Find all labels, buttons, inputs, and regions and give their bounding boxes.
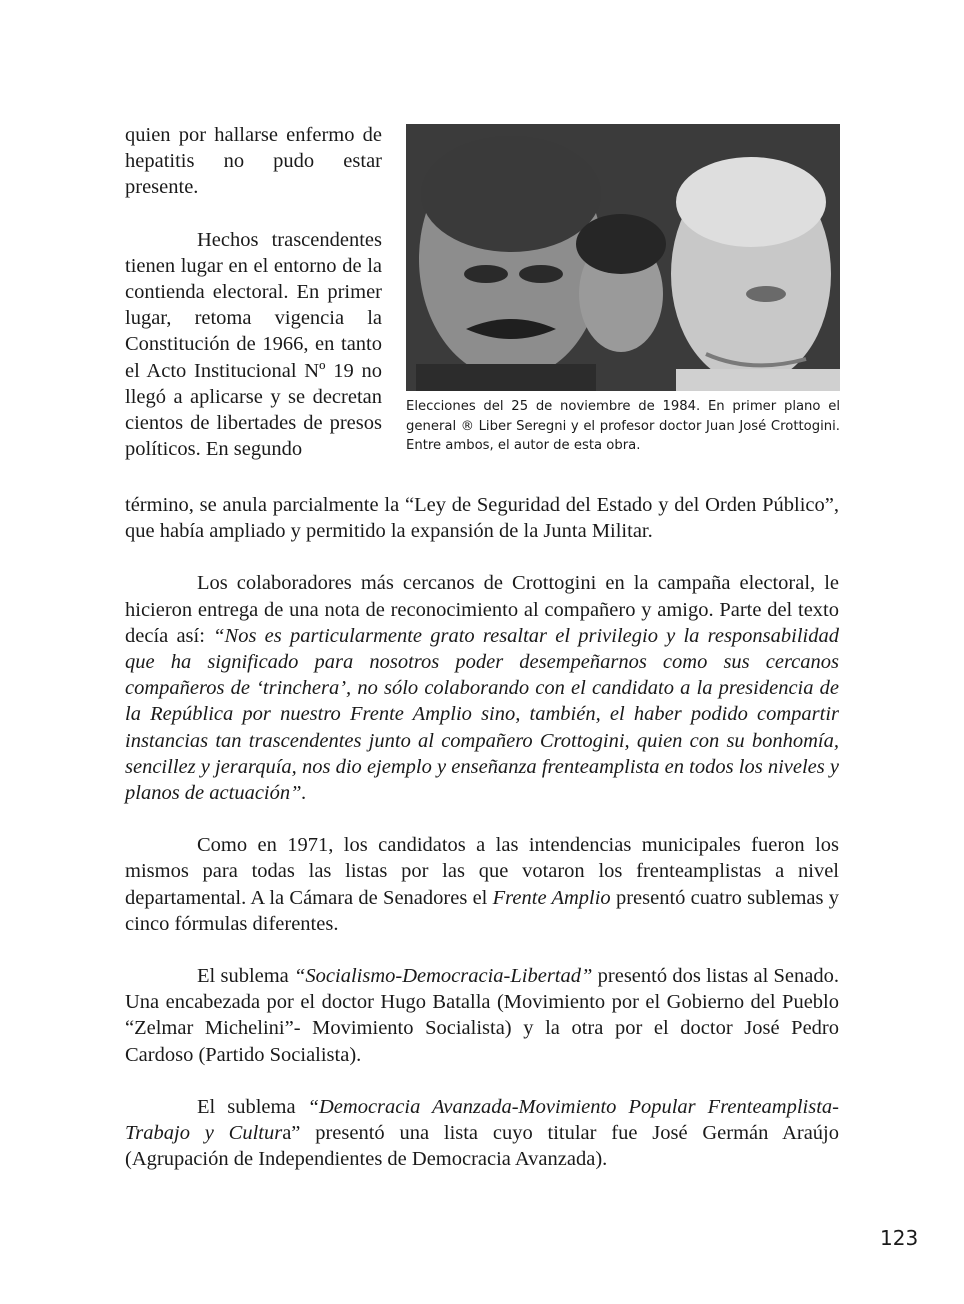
- paragraph-2-continued: término, se anula parcialmente la “Ley de Seguridad del Estado y del Orden Público”, que había ampliado y permitido la expansión de la Junta Militar.: [125, 494, 839, 543]
- paragraph-5-text: El sublema: [197, 965, 295, 988]
- paragraph-4: [125, 832, 839, 937]
- paragraph-6-end: a” presentó una lista cuyo titular fue José Germán Araújo (Agrupación de Independientes de Democracia Avanzada).: [125, 1122, 839, 1171]
- paragraph-6-text: El sublema: [197, 1095, 308, 1118]
- paragraph-5-end: presentó dos listas al Senado. Una encabezada por el doctor Hugo Batalla (Movimiento por el Gobierno del Pueblo “Zelmar Michelini”- Movimiento Socialista) y la otra por el doctor José Pedro Cardoso (Partido Socialista).: [125, 965, 839, 1066]
- figure-caption: Elecciones del 25 de noviembre de 1984. En primer plano el general ® Liber Seregni y el profesor doctor Juan José Crottogini. Entre ambos, el autor de esta obra.: [406, 399, 840, 453]
- figure: [406, 124, 840, 456]
- photo-illustration: [406, 124, 840, 391]
- paragraph-3-text: Los colaboradores más cercanos de Crottogini en la campaña electoral, le hicieron entrega de una nota de reconocimiento al compañero y amigo. Parte del texto decía así:: [125, 572, 839, 647]
- paragraph-3: [125, 570, 839, 806]
- paragraph-6-italic: “Democracia Avanzada-Movimiento Popular Frenteamplista-Trabajo y Cultur: [125, 1095, 840, 1145]
- photograph: [406, 124, 840, 391]
- paragraph-4-end: presentó cuatro sublemas y cinco fórmulas diferentes.: [125, 886, 839, 935]
- page-number: 123: [880, 1226, 919, 1250]
- paragraph-2: Hechos trascendentes tienen lugar en el entorno de la contienda electoral. En primer lugar, retoma vigencia la Constitución de 1966, en tanto el Acto Institucional Nº 19 no llegó a aplicarse y se decretan cientos de libertades de presos políticos. En segundo: [125, 228, 382, 461]
- paragraph-5: [125, 963, 839, 1068]
- paragraph-3-quote: “Nos es particularmente grato resaltar el privilegio y la responsabilidad que ha significado para nosotros poder desempeñarnos como sus cercanos compañeros de ‘trinchera’, no sólo colaborando con el candidato a la presidencia de la República por nuestro Frente Amplio sino, también, el haber podido compartir instancias tan trascendentes junto al compañero Crottogini, quien con su bonhomía, sencillez y jerarquía, nos dio ejemplo y enseñanza frenteamplista en todos los niveles y planos de actuación”.: [125, 624, 839, 805]
- main-text: [125, 492, 839, 1172]
- paragraph-5-italic: “Socialismo-Democracia-Libertad”: [294, 965, 593, 988]
- paragraph-1: quien por hallarse enfermo de hepatitis no pudo estar presente.: [125, 124, 382, 199]
- paragraph-6: [125, 1094, 839, 1173]
- left-text-column: [125, 122, 382, 462]
- paragraph-4-text: Como en 1971, los candidatos a las intendencias municipales fueron los mismos para todas las listas por las que votaron los frenteamplistas a nivel departamental. A la Cámara de Senadores el: [125, 834, 839, 909]
- paragraph-4-italic: Frente Amplio: [492, 886, 611, 909]
